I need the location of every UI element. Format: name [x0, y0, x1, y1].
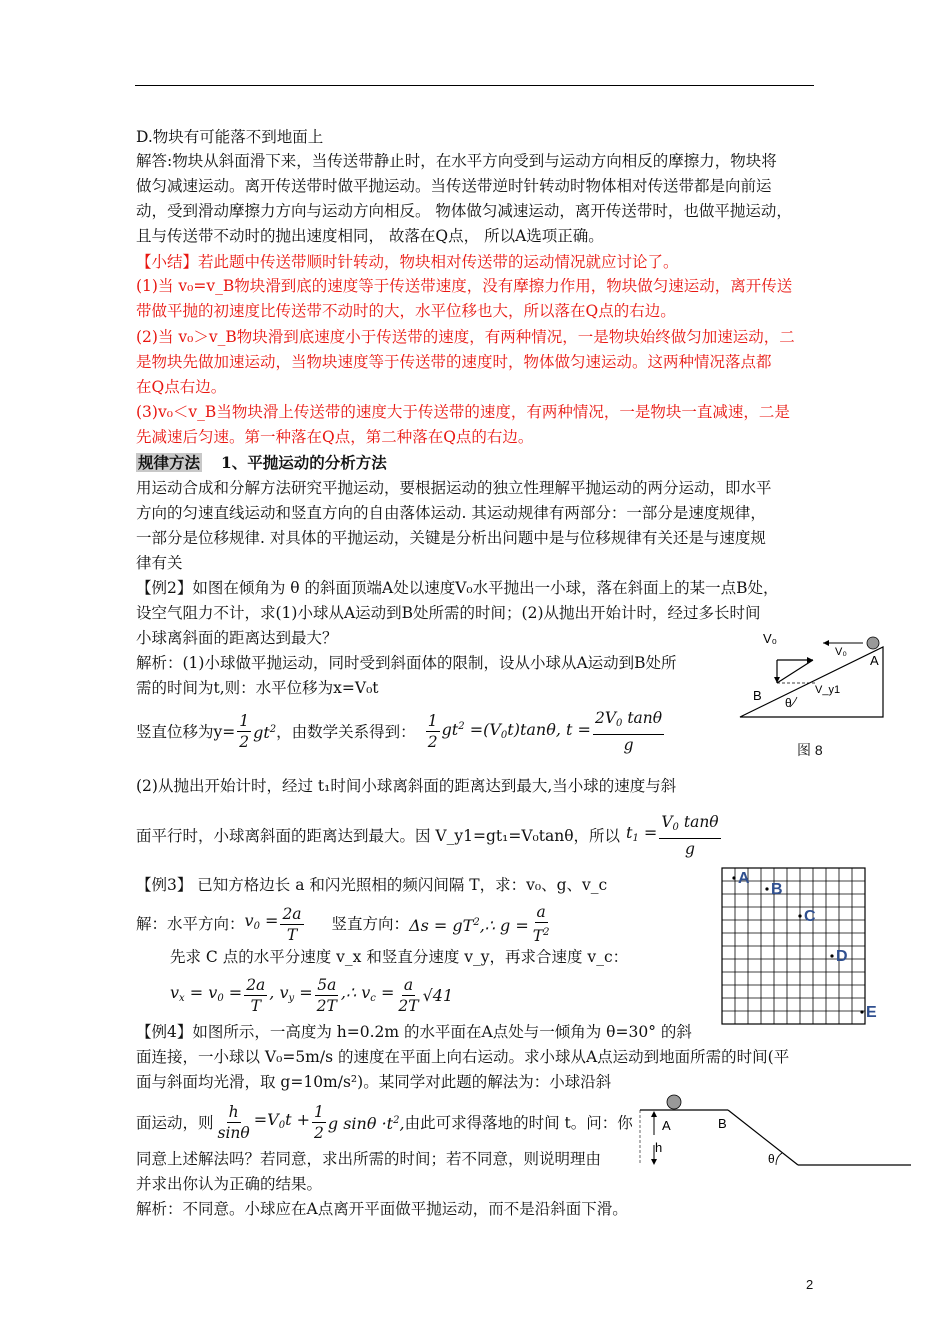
example2-solution-5: 面平行时，小球离斜面的距离达到最大。因 V_y1=gt₁=V₀tanθ，所以 $t_1$ = $\frac{V_0 \tan\theta}{g}$ — [136, 813, 719, 858]
example3-solution-2: 先求 C 点的水平分速度 v_x 和竖直分速度 v_y，再求合速度 v_c： — [170, 948, 629, 966]
example2-solution-3: 竖直位移为y= $\frac{1}{2}$ $gt^2$ ，由数学关系得到： $\frac{1}{2}$ $gt^2 =(V_0t)\tan\theta$, t = $\frac{2V_0 \tan\theta}{g}$ — [136, 709, 663, 754]
grid-point-label: D — [836, 948, 848, 965]
summary-case-1b: 带做平抛的初速度比传送带不动时的大，水平位移也大，所以落在Q点的右边。 — [136, 302, 676, 320]
summary-case-3a: (3)v₀＜v_B当物块滑上传送带的速度大于传送带的速度，有两种情况，一是物块一直减速，二是 — [136, 403, 790, 421]
fig4-label-theta: θ — [768, 1152, 775, 1166]
method-para-3: 一部分是位移规律. 对具体的平抛运动，关键是分析出问题中是与位移规律有关还是与速度规 — [136, 529, 766, 547]
method-tag: 规律方法 — [138, 453, 201, 472]
example2-solution-2: 需的时间为t,则：水平位移为x=V₀t — [136, 679, 379, 697]
grid-point-dot — [798, 914, 801, 917]
fig8-label-v0: V₀ — [763, 631, 778, 646]
grid-point-label: E — [866, 1004, 877, 1021]
method-para-2: 方向的匀速直线运动和竖直方向的自由落体运动. 其运动规律有两部分：一部分是速度规律， — [136, 504, 766, 522]
section-title: 1、平抛运动的分析方法 — [220, 453, 387, 472]
example4-line-3: 面与斜面均光滑，取 g=10m/s²)。某同学对此题的解法为：小球沿斜 — [136, 1073, 612, 1091]
fig4-label-a: A — [662, 1118, 671, 1133]
answer-line-1: 解答:物块从斜面滑下来，当传送带静止时，在水平方向受到与运动方向相反的摩擦力，物块将 — [136, 152, 777, 170]
vertical-displacement-label: 竖直位移为y= — [136, 722, 236, 741]
example2-line-3: 小球离斜面的距离达到最大？ — [136, 629, 338, 647]
page-number: 2 — [806, 1277, 814, 1292]
example3-title: 【例3】 已知方格边长 a 和闪光照相的频闪间隔 T，求：v₀、g、v_c — [136, 876, 608, 894]
summary-case-2b: 是物块先做加速运动，当物块速度等于传送带的速度时，物体做匀速运动。这两种情况落点都 — [136, 353, 772, 371]
header-rule — [135, 85, 814, 86]
fig8-label-v0-inner: V₀ — [835, 646, 847, 658]
grid-point-label: B — [771, 881, 783, 898]
example2-solution-1: 解析：(1)小球做平抛运动，同时受到斜面体的限制，设从小球从A运动到B处所 — [136, 654, 677, 672]
summary-title: 【小结】若此题中传送带顺时针转动，物块相对传送带的运动情况就应讨论了。 — [136, 253, 679, 271]
fig8-label-b: B — [753, 688, 762, 703]
summary-case-2c: 在Q点右边。 — [136, 378, 227, 396]
math-relation-label: ，由数学关系得到： — [276, 722, 416, 741]
grid-point-dot — [830, 954, 833, 957]
example4-solution: 解析：不同意。小球应在A点离开平面做平抛运动，而不是沿斜面下滑。 — [136, 1200, 628, 1218]
method-para-4: 律有关 — [136, 554, 183, 572]
example3-solution-1: 解：水平方向： $v_0$ = $\frac{2a}{T}$ 竖直方向： $\Delta s = gT^2,\therefore$ g = $\frac{a}{T^2}$ — [136, 903, 550, 945]
method-para-1: 用运动合成和分解方法研究平抛运动，要根据运动的独立性理解平抛运动的两分运动，即水平 — [136, 479, 772, 497]
summary-case-1a: (1)当 v₀=v_B物块滑到底的速度等于传送带速度，没有摩擦力作用，物块做匀速运动，离开传送 — [136, 277, 793, 295]
grid-point-dot — [860, 1010, 863, 1013]
fig4-label-h: h — [655, 1140, 663, 1155]
grid-figure — [720, 866, 885, 1036]
fig8-label-a: A — [870, 653, 879, 668]
formula-y: $\frac{1}{2}$ — [239, 712, 250, 751]
fig8-label-vy1: V_y1 — [815, 684, 841, 696]
formula-t1: $\frac{V_0 \tan\theta}{g}$ — [661, 813, 719, 858]
answer-line-3: 动，受到滑动摩擦力方向与运动方向相反。 物体做匀减速运动，离开传送带时，也做平抛运动， — [136, 202, 792, 220]
example4-line-2: 面连接，一小球以 V₀=5m/s 的速度在平面上向右运动。求小球从A点运动到地面所需的时间(平 — [136, 1048, 790, 1066]
example2-line-2: 设空气阻力不计，求(1)小球从A运动到B处所需的时间；(2)从抛出开始计时，经过多长时间 — [136, 604, 761, 622]
fig4-label-b: B — [718, 1116, 727, 1131]
example4-line-6: 并求出你认为正确的结果。 — [136, 1175, 323, 1193]
example3-solution-3: $v_x = v_0$ = $\frac{2a}{T}$ , $v_y$ = $\frac{5a}{2T}$ ,∴ $v_c$ = $\frac{a}{2T}$ √41 — [170, 976, 454, 1015]
grid-point-label: A — [738, 870, 750, 887]
example4-line-5: 同意上述解法吗？若同意，求出所需的时间；若不同意，则说明理由 — [136, 1150, 602, 1168]
grid-point-dot — [765, 887, 768, 890]
fig8-label-theta: θ — [785, 696, 792, 710]
figure-example-4 — [636, 1085, 916, 1175]
figure-8-caption: 图 8 — [797, 742, 823, 758]
answer-line-2: 做匀减速运动。离开传送带时做平抛运动。当传送带逆时针转动时物体相对传送带都是向前运 — [136, 177, 772, 195]
answer-line-4: 且与传送带不动时的抛出速度相同， 故落在Q点， 所以A选项正确。 — [136, 227, 604, 245]
grid-point-label: C — [804, 908, 816, 925]
option-d: D.物块有可能落不到地面上 — [136, 128, 324, 146]
example2-line-1: 【例2】如图在倾角为 θ 的斜面顶端A处以速度V₀水平抛出一小球，落在斜面上的某一点B处， — [136, 579, 779, 597]
example2-solution-4: (2)从抛出开始计时，经过 t₁时间小球离斜面的距离达到最大,当小球的速度与斜 — [136, 777, 677, 795]
formula-t: $\frac{2V_0 \tan\theta}{g}$ — [594, 709, 663, 754]
section-heading — [136, 451, 387, 475]
example4-line-4: 面运动，则 $\frac{h}{\sin\theta}$ $=V_0t$ + $\frac{1}{2}$ g $\sin\theta \cdot t^2$, 由此可求得落地的时间 t。问：你 — [136, 1103, 633, 1142]
summary-case-2a: (2)当 v₀＞v_B物块滑到底速度小于传送带的速度，有两种情况，一是物块始终做匀加速运动，二 — [136, 328, 795, 346]
example4-line-1: 【例4】如图所示，一高度为 h=0.2m 的水平面在A点处与一倾角为 θ=30° 的斜 — [136, 1023, 692, 1041]
grid-point-dot — [732, 876, 735, 879]
summary-case-3b: 先减速后匀速。第一种落在Q点，第二种落在Q点的右边。 — [136, 428, 534, 446]
